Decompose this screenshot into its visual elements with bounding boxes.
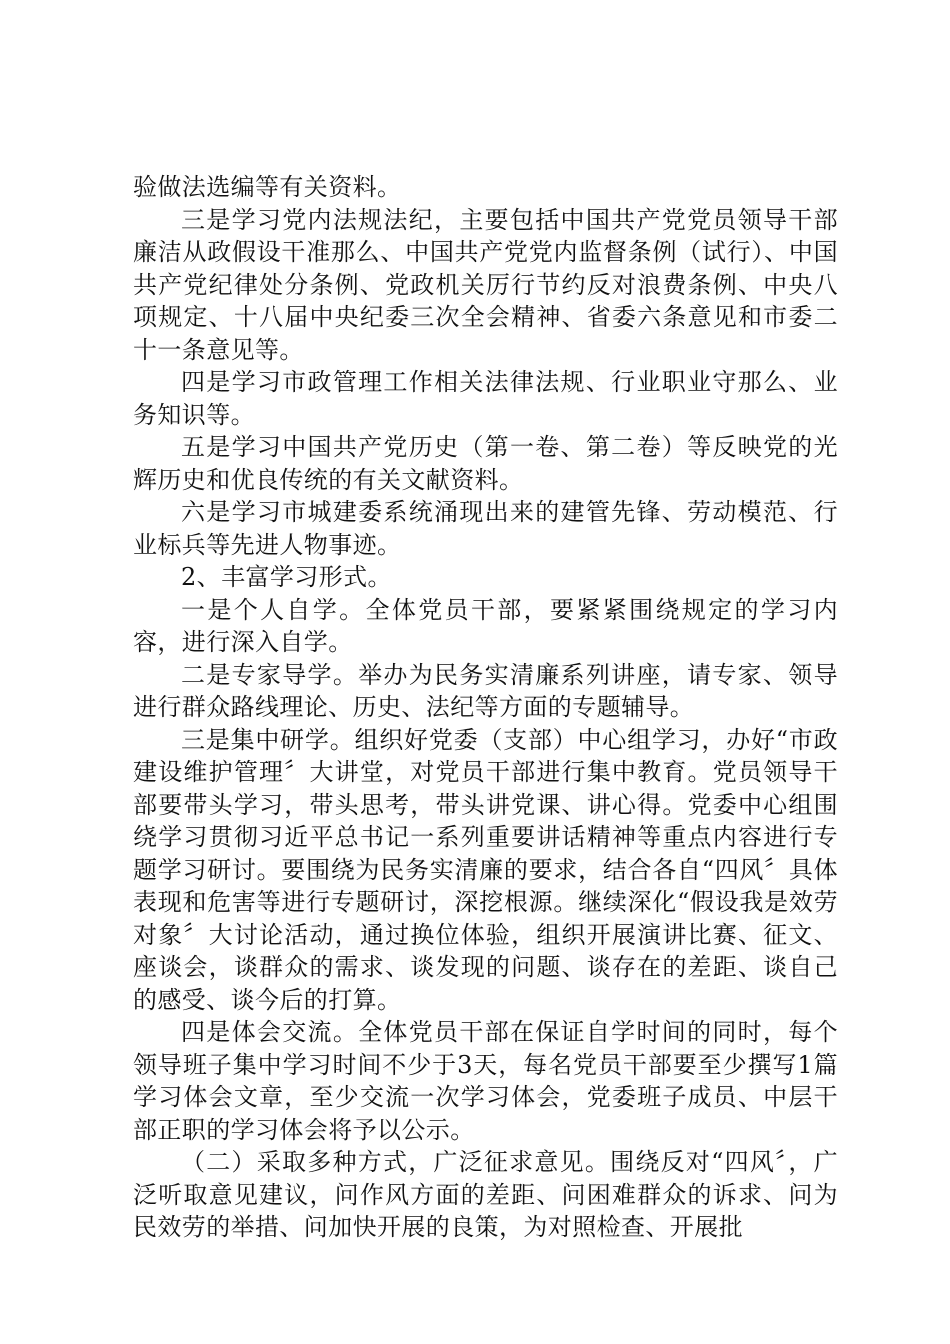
paragraph-role-models: 六是学习市城建委系统涌现出来的建管先锋、劳动模范、行业标兵等先进人物事迹。 [133,498,838,559]
section-heading-study-forms: 2、丰富学习形式。 [181,563,392,591]
paragraph-party-regulations: 三是学习党内法规法纪，主要包括中国共产党党员领导干部廉洁从政假设干准那么、中国共产党党内监督条例（试行）、中国共产党纪律处分条例、党政机关厉行节约反对浪费条例、中央八项规定、十八届中央纪委三次全会精神、省委六条意见和市委二十一条意见等。 [133,205,838,364]
paragraph-experience-exchange: 四是体会交流。全体党员干部在保证自学时间的同时，每个领导班子集中学习时间不少于3天，每名党员干部要至少撰写1篇学习体会文章，至少交流一次学习体会，党委班子成员、中层干部正职的学习体会将予以公示。 [133,1018,838,1144]
paragraph-self-study: 一是个人自学。全体党员干部，要紧紧围绕规定的学习内容，进行深入自学。 [133,595,838,656]
paragraph-party-history: 五是学习中国共产党历史（第一卷、第二卷）等反映党的光辉历史和优良传统的有关文献资料。 [133,433,838,494]
paragraph-group-study: 三是集中研学。组织好党委（支部）中心组学习，办好“市政建设维护管理〞大讲堂，对党员干部进行集中教育。党员领导干部要带头学习，带头思考，带头讲党课、讲心得。党委中心组围绕学习贯彻习近平总书记一系列重要讲话精神等重点内容进行专题学习研讨。要围绕为民务实清廉的要求，结合各自“四风〞具体表现和危害等进行专题研讨，深挖根源。继续深化“假设我是效劳对象〞大讨论活动，通过换位体验，组织开展演讲比赛、征文、座谈会，谈群众的需求、谈发现的问题、谈存在的差距、谈自己的感受、谈今后的打算。 [133,725,838,1014]
paragraph-continuation: 验做法选编等有关资料。 [133,173,402,201]
paragraph-expert-guidance: 二是专家导学。举办为民务实清廉系列讲座，请专家、领导进行群众路线理论、历史、法纪等方面的专题辅导。 [133,660,838,721]
document-body [133,171,838,1244]
paragraph-municipal-laws: 四是学习市政管理工作相关法律法规、行业职业守那么、业务知识等。 [133,368,838,429]
paragraph-solicit-opinions: （二）采取多种方式，广泛征求意见。围绕反对“四风〞，广泛听取意见建议，问作风方面的差距、问困难群众的诉求、问为民效劳的举措、问加快开展的良策，为对照检查、开展批 [133,1148,838,1241]
